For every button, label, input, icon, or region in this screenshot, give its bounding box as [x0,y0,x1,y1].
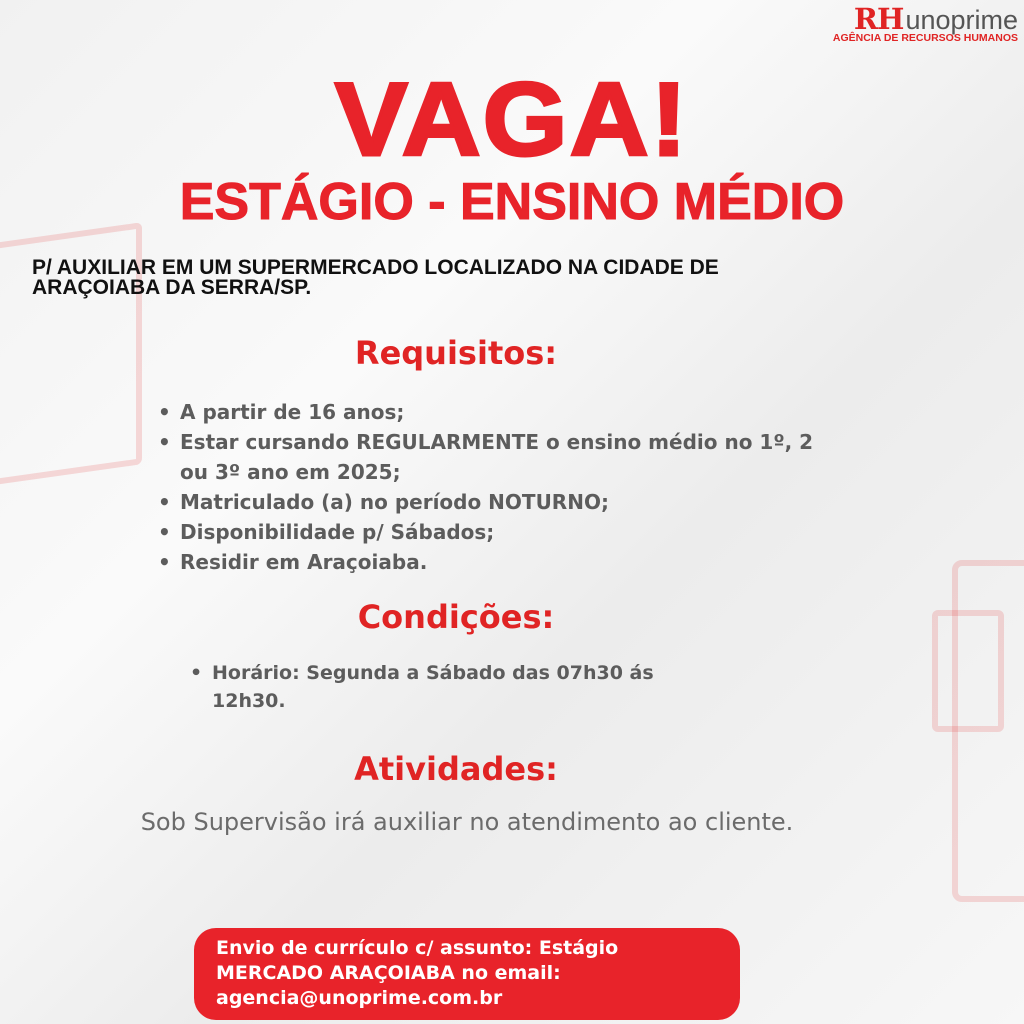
contact-line-2: MERCADO ARAÇOIABA no email: [216,962,561,984]
job-intro [32,258,932,298]
logo-name: unoprime [905,5,1018,35]
contact-email[interactable]: agencia@unoprime.com.br [216,987,503,1009]
logo-subtitle: AGÊNCIA DE RECURSOS HUMANOS [832,32,1018,44]
intro-line-1: P/ AUXILIAR EM UM SUPERMERCADO LOCALIZADO NA CIDADE DE [32,256,719,279]
brand-logo [833,2,1018,44]
list-item: • Residir em Araçoiaba. [158,547,818,577]
page-subtitle: ESTÁGIO - ENSINO MÉDIO [179,173,845,231]
intro-line-2: ARAÇOIABA DA SERRA/SP. [32,276,312,299]
requisitos-list [158,397,818,577]
list-item: • Matriculado (a) no período NOTURNO; [158,487,818,517]
logo-rh-mark: RH [853,2,904,36]
condicoes-list [190,659,710,715]
list-item: • Estar cursando REGULARMENTE o ensino médio no 1º, 2 ou 3º ano em 2025; [158,427,818,487]
list-item: • Disponibilidade p/ Sábados; [158,517,818,547]
atividades-heading: Atividades: [354,750,558,788]
requisitos-heading: Requisitos: [354,334,558,372]
list-item: • A partir de 16 anos; [158,397,818,427]
atividades-text: Sob Supervisão irá auxiliar no atendimento ao cliente. [140,808,794,836]
list-item: • Horário: Segunda a Sábado das 07h30 ás 12h30. [190,659,710,715]
background-decoration-right-inner [932,610,1004,732]
page-title: VAGA! [334,62,690,178]
contact-line-1: Envio de currículo c/ assunto: Estágio [216,937,619,959]
contact-box [194,928,740,1020]
condicoes-heading: Condições: [357,598,555,636]
